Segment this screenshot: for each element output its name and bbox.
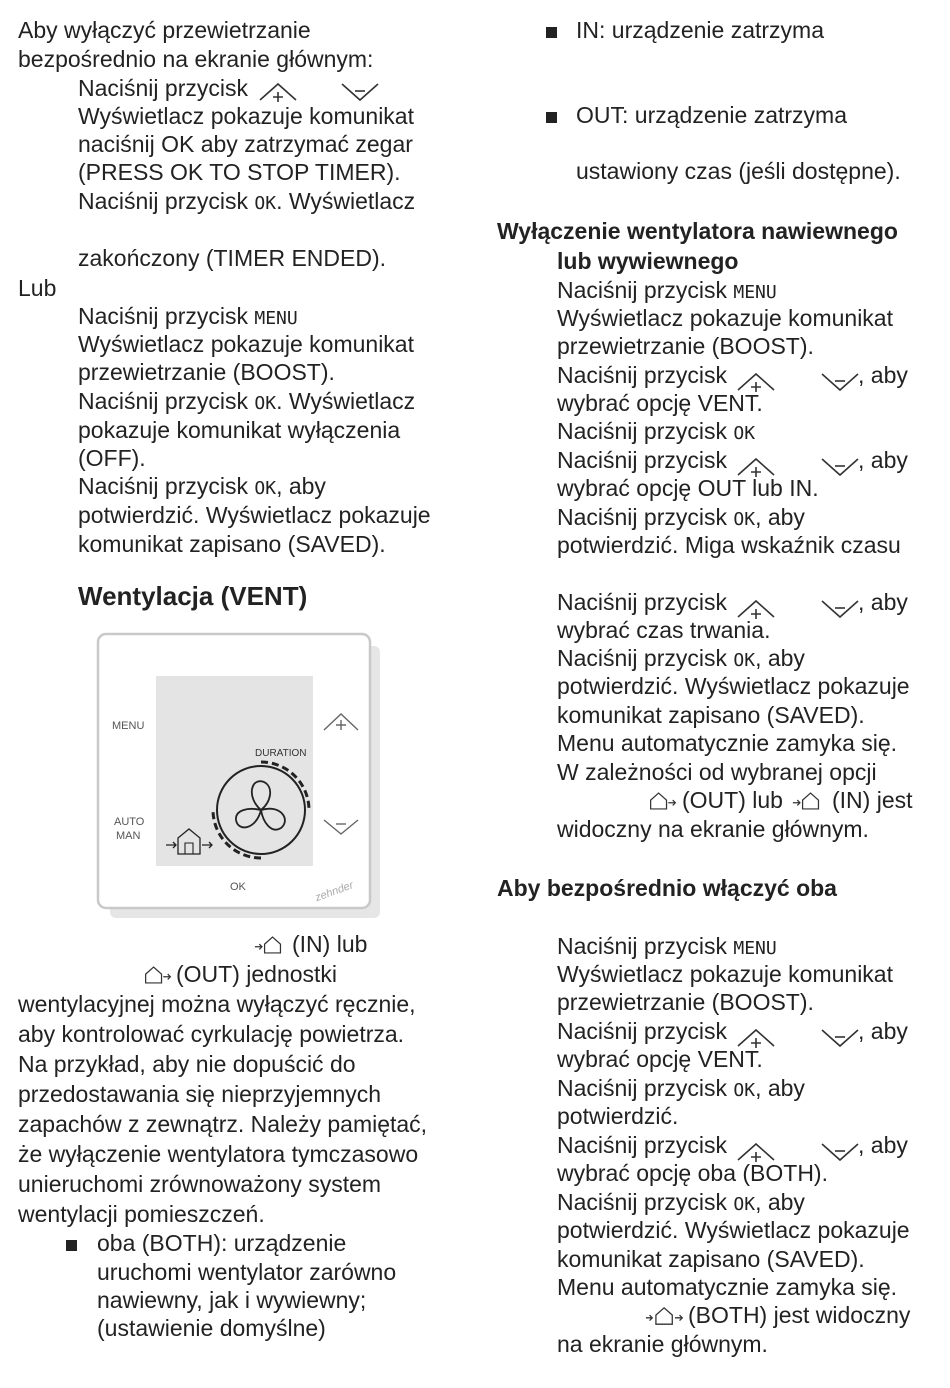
r-display-msg: Wyświetlacz pokazuje komunikat [557, 305, 893, 331]
step-press-ok-stop: naciśnij OK aby zatrzymać zegar [78, 131, 413, 157]
aby-word: , aby [858, 589, 908, 615]
press-label: Naciśnij przycisk [557, 418, 727, 444]
r2-step-menu [557, 932, 777, 963]
intro-line-2: bezpośrednio na ekranie głównym: [18, 46, 374, 72]
off-msg-line-2: (OFF). [78, 445, 146, 471]
para-line-4: przedostawania się nieprzyjemnych [18, 1081, 382, 1107]
r-auto-close: Menu automatycznie zamyka się. [557, 730, 898, 756]
step-display-msg: Wyświetlacz pokazuje komunikat [78, 103, 414, 129]
house-out-icon [648, 790, 678, 812]
both-line-2: uruchomi wentylator zarówno [97, 1259, 397, 1285]
step-press-menu [78, 302, 298, 333]
r-boost: przewietrzanie (BOOST). [557, 333, 814, 359]
r-saved: komunikat zapisano (SAVED). [557, 702, 865, 728]
ok-key-label: OK [733, 650, 756, 671]
ok-key-label: OK [733, 423, 756, 444]
down-minus-icon [820, 370, 860, 394]
bullet-both [66, 1240, 77, 1251]
ok-key-label: OK [733, 509, 756, 530]
house-in-icon [254, 934, 284, 956]
step-press-up-down: Naciśnij przycisk [78, 75, 248, 101]
down-minus-icon [340, 80, 380, 104]
press-label: Naciśnij przycisk [78, 188, 248, 214]
r2-both-visible: (BOTH) jest widoczny [688, 1302, 911, 1328]
menu-key-label: MENU [254, 308, 298, 329]
device-man-label: MAN [116, 830, 141, 842]
r-step-ok-2 [557, 503, 805, 534]
r2-display-msg: Wyświetlacz pokazuje komunikat [557, 961, 893, 987]
device-illustration [96, 632, 386, 922]
press-label: Naciśnij przycisk [557, 277, 727, 303]
aby-word: , aby [858, 1132, 908, 1158]
r-press-updown-1: Naciśnij przycisk [557, 362, 727, 388]
r-step-ok-1 [557, 417, 755, 448]
r2-press-updown-2: Naciśnij przycisk [557, 1132, 727, 1158]
r-depending: W zależności od wybranej opcji [557, 759, 877, 785]
display-word: . Wyświetlacz [276, 388, 416, 414]
house-out-icon [143, 964, 173, 986]
aby-word: , aby [858, 1018, 908, 1044]
intro-line-1: Aby wyłączyć przewietrzanie [18, 17, 311, 43]
aby-word: , aby [858, 362, 908, 388]
menu-key-label: MENU [733, 938, 777, 959]
press-label: Naciśnij przycisk [78, 473, 248, 499]
step-press-ok-3 [78, 472, 326, 503]
press-label: Naciśnij przycisk [78, 303, 248, 329]
device-ok-label: OK [230, 881, 246, 893]
bullet-out [546, 112, 557, 123]
para-line-7: unieruchomi zrównoważony system [18, 1171, 382, 1197]
para-line-1: wentylacyjnej można wyłączyć ręcznie, [18, 991, 416, 1017]
para-line-6: że wyłączenie wentylatora tymczasowo [18, 1141, 419, 1167]
r2-saved: komunikat zapisano (SAVED). [557, 1246, 865, 1272]
section-title-vent: Wentylacja (VENT) [78, 581, 308, 611]
down-minus-icon [820, 597, 860, 621]
r2-confirm: potwierdzić. [557, 1103, 679, 1129]
in-or-line: (IN) lub [292, 931, 368, 957]
device-brand-logo: zehnder [313, 879, 356, 905]
press-label: Naciśnij przycisk [78, 388, 248, 414]
r-in-is: (IN) jest [832, 787, 913, 813]
aby-word: , aby [858, 447, 908, 473]
r2-boost: przewietrzanie (BOOST). [557, 989, 814, 1015]
r-step-menu [557, 276, 777, 307]
step-press-ok-stop-en: (PRESS OK TO STOP TIMER). [78, 159, 401, 185]
heading-supply-exhaust-1: Wyłączenie wentylatora nawiewnego [497, 218, 898, 244]
aby-word: , aby [276, 473, 326, 499]
display-word: . Wyświetlacz [276, 188, 416, 214]
r2-auto-close: Menu automatycznie zamyka się. [557, 1274, 898, 1300]
house-in-icon [792, 790, 822, 812]
r-step-ok-3 [557, 644, 805, 675]
r2-step-ok-1 [557, 1074, 805, 1105]
r2-press-updown-1: Naciśnij przycisk [557, 1018, 727, 1044]
both-line-4: (ustawienie domyślne) [97, 1315, 326, 1341]
step-press-ok [78, 187, 415, 218]
ok-key-label: OK [733, 1080, 756, 1101]
heading-both: Aby bezpośrednio włączyć oba [497, 875, 837, 901]
para-line-8: wentylacji pomieszczeń. [18, 1201, 265, 1227]
r-press-updown-3: Naciśnij przycisk [557, 589, 727, 615]
saved-line: komunikat zapisano (SAVED). [78, 531, 386, 557]
confirm-line: potwierdzić. Wyświetlacz pokazuje [78, 502, 431, 528]
r2-confirm-display: potwierdzić. Wyświetlacz pokazuje [557, 1217, 910, 1243]
off-msg-line-1: pokazuje komunikat wyłączenia [78, 417, 401, 443]
r-select-vent: wybrać opcję VENT. [557, 390, 763, 416]
up-plus-icon [258, 80, 298, 104]
bullet-in [546, 27, 557, 38]
r-press-updown-2: Naciśnij przycisk [557, 447, 727, 473]
r2-select-both: wybrać opcję oba (BOTH). [557, 1160, 828, 1186]
press-label: Naciśnij przycisk [557, 645, 727, 671]
house-both-icon [645, 1305, 685, 1327]
r-confirm-blink: potwierdzić. Miga wskaźnik czasu [557, 532, 901, 558]
down-minus-icon [820, 455, 860, 479]
r-select-duration: wybrać czas trwania. [557, 617, 771, 643]
or-label: Lub [18, 275, 57, 301]
in-bullet-text: IN: urządzenie zatrzyma [576, 17, 824, 43]
both-line-3: nawiewny, jak i wywiewny; [97, 1287, 367, 1313]
press-label: Naciśnij przycisk [557, 504, 727, 530]
step-press-ok-2 [78, 387, 415, 418]
r2-home-screen: na ekranie głównym. [557, 1331, 768, 1357]
r-visible: widoczny na ekranie głównym. [557, 816, 869, 842]
menu-key-label: MENU [733, 282, 777, 303]
r2-step-ok-2 [557, 1188, 805, 1219]
r-select-outin: wybrać opcję OUT lub IN. [557, 475, 819, 501]
para-line-2: aby kontrolować cyrkulację powietrza. [18, 1021, 405, 1047]
aby-word: , aby [755, 504, 805, 530]
para-line-5: zapachów z zewnątrz. Należy pamiętać, [18, 1111, 428, 1137]
press-label: Naciśnij przycisk [557, 1189, 727, 1215]
step-display-msg-2: Wyświetlacz pokazuje komunikat [78, 331, 414, 357]
ok-key-label: OK [733, 1194, 756, 1215]
press-label: Naciśnij przycisk [557, 1075, 727, 1101]
r2-select-vent: wybrać opcję VENT. [557, 1046, 763, 1072]
out-unit-line: (OUT) jednostki [176, 961, 338, 987]
both-line-1: oba (BOTH): urządzenie [97, 1230, 347, 1256]
aby-word: , aby [755, 1189, 805, 1215]
r-out-or: (OUT) lub [682, 787, 783, 813]
ok-key-label: OK [254, 193, 277, 214]
device-duration-label: DURATION [255, 748, 307, 759]
aby-word: , aby [755, 645, 805, 671]
press-label: Naciśnij przycisk [557, 933, 727, 959]
heading-supply-exhaust-2: lub wywiewnego [557, 248, 739, 274]
r-confirm-display: potwierdzić. Wyświetlacz pokazuje [557, 673, 910, 699]
down-minus-icon [820, 1026, 860, 1050]
ok-key-label: OK [254, 478, 277, 499]
boost-line: przewietrzanie (BOOST). [78, 359, 335, 385]
device-menu-label: MENU [112, 720, 145, 732]
device-auto-label: AUTO [114, 816, 145, 828]
para-line-3: Na przykład, aby nie dopuścić do [18, 1051, 356, 1077]
out-bullet-text: OUT: urządzenie zatrzyma [576, 102, 847, 128]
set-time-line: ustawiony czas (jeśli dostępne). [576, 158, 901, 184]
timer-ended-line: zakończony (TIMER ENDED). [78, 245, 387, 271]
aby-word: , aby [755, 1075, 805, 1101]
ok-key-label: OK [254, 393, 277, 414]
